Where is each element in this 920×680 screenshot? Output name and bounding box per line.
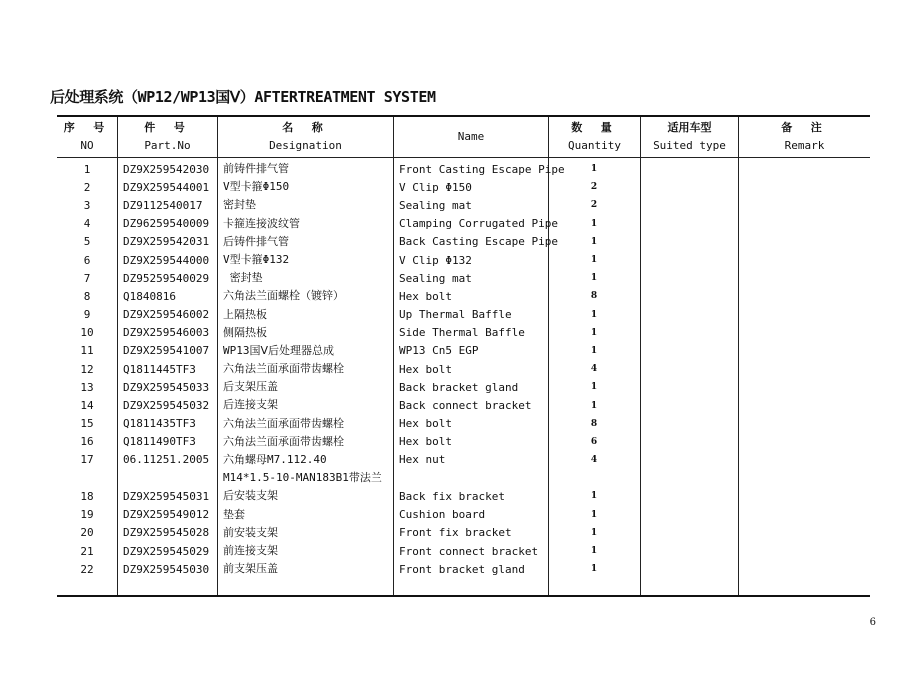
- table-row: [57, 342, 870, 360]
- row-quantity: 4: [590, 364, 598, 375]
- table-row: [57, 433, 870, 451]
- row-no: 20: [80, 526, 94, 540]
- row-quantity: 8: [590, 418, 598, 429]
- row-name: Hex bolt: [399, 435, 452, 449]
- table-row: [57, 233, 870, 251]
- row-quantity: 1: [590, 327, 598, 338]
- header-designation: 名 称 Designation: [217, 117, 393, 157]
- row-designation: [217, 342, 393, 360]
- row-designation-line: 侧隔热板: [223, 325, 267, 339]
- row-name: V Clip Φ150: [399, 180, 472, 194]
- header-part-no: 件 号 Part.No: [117, 117, 217, 157]
- row-part-no: DZ9X259545033: [123, 380, 210, 394]
- table-row: [57, 287, 870, 305]
- row-designation-line: 后连接支架: [223, 398, 278, 412]
- row-designation-line: 前支架压盖: [223, 562, 278, 576]
- row-quantity: 2: [590, 200, 598, 211]
- row-designation: [217, 324, 393, 342]
- table-row: [57, 306, 870, 324]
- row-designation: [217, 524, 393, 542]
- row-name: V Clip Φ132: [399, 253, 472, 267]
- row-part-no: DZ9X259542030: [123, 162, 210, 176]
- row-no: 12: [80, 362, 94, 376]
- row-designation-line: 卡箍连接波纹管: [223, 216, 300, 230]
- row-no: 7: [83, 271, 91, 285]
- row-part-no: DZ9X259546003: [123, 326, 210, 340]
- row-no: 5: [83, 235, 91, 249]
- row-designation-line: 密封垫: [223, 271, 263, 285]
- row-designation-line: 密封垫: [223, 198, 256, 212]
- row-designation: [217, 360, 393, 378]
- row-designation: [217, 215, 393, 233]
- row-name: Front fix bracket: [399, 526, 512, 540]
- row-name: Front connect bracket: [399, 544, 539, 558]
- table-row: [57, 396, 870, 414]
- row-designation: [217, 396, 393, 414]
- table-row: [57, 542, 870, 560]
- row-name: Hex bolt: [399, 362, 452, 376]
- row-part-no: DZ95259540029: [123, 271, 210, 285]
- row-designation-line: 前铸件排气管: [223, 162, 289, 175]
- row-part-no: 06.11251.2005: [123, 453, 210, 466]
- row-designation: [217, 415, 393, 433]
- table-row: [57, 451, 870, 487]
- row-name: Back bracket gland: [399, 380, 519, 394]
- row-part-no: Q1840816: [123, 289, 176, 303]
- row-no: 4: [83, 217, 91, 231]
- row-designation: [217, 542, 393, 560]
- row-designation: [217, 196, 393, 214]
- table-row: [57, 178, 870, 196]
- row-designation: [217, 487, 393, 505]
- row-designation: [217, 451, 393, 487]
- row-part-no: DZ9X259545030: [123, 562, 210, 576]
- row-part-no: DZ9X259545028: [123, 526, 210, 540]
- row-part-no: DZ9X259546002: [123, 308, 210, 322]
- header-no: 序 号 NO: [63, 121, 111, 152]
- row-no: 6: [83, 253, 91, 267]
- row-designation-line: 六角法兰面承面带齿螺栓: [223, 416, 344, 430]
- row-designation-line: 六角法兰面承面带齿螺栓: [223, 434, 344, 448]
- row-name: Hex bolt: [399, 417, 452, 431]
- row-no: 13: [80, 380, 94, 394]
- table-row: [57, 251, 870, 269]
- table-row: [57, 269, 870, 287]
- row-designation-line: 后铸件排气管: [223, 234, 289, 248]
- row-part-no: DZ9112540017: [123, 198, 203, 212]
- row-designation-line: 后支架压盖: [223, 380, 278, 394]
- row-quantity: 1: [590, 255, 598, 266]
- row-name: Front bracket gland: [399, 562, 525, 576]
- row-no: 10: [80, 326, 94, 340]
- row-part-no: DZ9X259541007: [123, 344, 210, 358]
- row-designation: [217, 251, 393, 269]
- row-part-no: DZ9X259545031: [123, 489, 210, 503]
- row-no: 11: [80, 344, 94, 358]
- row-no: 22: [80, 562, 94, 576]
- row-designation-line: 后安装支架: [223, 489, 278, 503]
- row-part-no: Q1811435TF3: [123, 417, 196, 431]
- row-quantity: 1: [590, 345, 598, 356]
- row-quantity: 1: [590, 509, 598, 520]
- table-row: [57, 324, 870, 342]
- row-quantity: 1: [590, 273, 598, 284]
- row-name: Sealing mat: [399, 198, 472, 212]
- row-part-no: DZ96259540009: [123, 217, 210, 231]
- row-part-no: DZ9X259544001: [123, 180, 210, 194]
- row-name: Front Casting Escape Pipe: [399, 162, 565, 176]
- row-no: 9: [83, 308, 91, 322]
- row-name: Back fix bracket: [399, 489, 505, 503]
- row-quantity: 1: [590, 164, 598, 175]
- row-designation-line: WP13国Ⅴ后处理器总成: [223, 343, 335, 357]
- row-name: Sealing mat: [399, 271, 472, 285]
- row-quantity: 1: [590, 527, 598, 538]
- row-no: 3: [83, 198, 91, 212]
- row-name: Hex bolt: [399, 289, 452, 303]
- page-number: 6: [869, 617, 876, 628]
- row-no: 8: [83, 289, 91, 303]
- header-name: Name: [393, 117, 548, 157]
- table-row: [57, 506, 870, 524]
- row-designation: [217, 287, 393, 305]
- row-no: 16: [80, 435, 94, 449]
- row-quantity: 1: [590, 309, 598, 320]
- row-designation: [217, 178, 393, 196]
- row-quantity: 1: [590, 491, 598, 502]
- table-row: [57, 378, 870, 396]
- row-name: WP13 Cn5 EGP: [399, 344, 479, 358]
- row-quantity: 8: [590, 291, 598, 302]
- row-quantity: 1: [590, 236, 598, 247]
- row-no: 1: [83, 162, 91, 176]
- table-header: [57, 117, 870, 157]
- row-no: 17: [80, 453, 94, 466]
- row-designation-line: V型卡箍Φ150: [223, 180, 290, 194]
- row-no: 15: [80, 417, 94, 431]
- row-no: 21: [80, 544, 94, 558]
- table-row: [57, 487, 870, 505]
- row-designation-line: V型卡箍Φ132: [223, 252, 290, 266]
- row-designation-line: 六角法兰面螺栓（镀锌）: [223, 289, 344, 303]
- table-bottom-rule: [57, 595, 870, 597]
- row-name: Clamping Corrugated Pipe: [399, 217, 558, 231]
- table-rows: [57, 160, 870, 578]
- row-designation-line: 六角螺母M7.112.40: [223, 453, 327, 466]
- row-quantity: 1: [590, 218, 598, 229]
- row-part-no: DZ9X259545029: [123, 544, 210, 558]
- row-part-no: DZ9X259549012: [123, 508, 210, 522]
- row-no: 14: [80, 399, 94, 413]
- row-quantity: 1: [590, 382, 598, 393]
- row-part-no: DZ9X259545032: [123, 399, 210, 413]
- header-quantity: 数 量 Quantity: [548, 117, 640, 157]
- row-designation: [217, 378, 393, 396]
- row-quantity: 4: [590, 455, 598, 465]
- table-row: [57, 196, 870, 214]
- row-designation: [217, 306, 393, 324]
- parts-table: [57, 115, 870, 597]
- row-quantity: 6: [590, 436, 598, 447]
- row-no: 18: [80, 489, 94, 503]
- row-designation: [217, 160, 393, 178]
- row-designation: [217, 433, 393, 451]
- row-designation-line: 前安装支架: [223, 525, 278, 539]
- header-remark: 备 注 Remark: [738, 117, 870, 157]
- table-row: [57, 524, 870, 542]
- row-designation: [217, 269, 393, 287]
- row-part-no: DZ9X259544000: [123, 253, 210, 267]
- row-designation-line: 六角法兰面承面带齿螺栓: [223, 362, 344, 376]
- row-quantity: 1: [590, 400, 598, 411]
- row-designation-line: 垫套: [223, 507, 245, 521]
- row-designation: [217, 560, 393, 578]
- row-designation-line: 前连接支架: [223, 543, 278, 557]
- page-title: 后处理系统（WP12/WP13国Ⅴ）AFTERTREATMENT SYSTEM: [50, 88, 436, 106]
- row-no: 19: [80, 508, 94, 522]
- row-part-no: Q1811490TF3: [123, 435, 196, 449]
- row-designation: [217, 506, 393, 524]
- row-designation-line-2: M14*1.5-10-MAN183B1带法兰: [223, 471, 382, 485]
- header-suited-type: 适用车型 Suited type: [640, 117, 738, 157]
- row-quantity: 2: [590, 182, 598, 193]
- table-row: [57, 560, 870, 578]
- row-name: Back connect bracket: [399, 399, 532, 413]
- row-name: Up Thermal Baffle: [399, 308, 512, 322]
- row-name: Back Casting Escape Pipe: [399, 235, 558, 249]
- row-quantity: 1: [590, 564, 598, 575]
- table-row: [57, 360, 870, 378]
- row-part-no: Q1811445TF3: [123, 362, 196, 376]
- table-row: [57, 215, 870, 233]
- row-designation-line: 上隔热板: [223, 307, 267, 321]
- row-name: Cushion board: [399, 508, 486, 522]
- row-name: Side Thermal Baffle: [399, 326, 525, 340]
- row-no: 2: [83, 180, 91, 194]
- row-designation: [217, 233, 393, 251]
- table-row: [57, 160, 870, 178]
- row-part-no: DZ9X259542031: [123, 235, 210, 249]
- row-quantity: 1: [590, 546, 598, 557]
- table-row: [57, 415, 870, 433]
- row-name: Hex nut: [399, 453, 446, 466]
